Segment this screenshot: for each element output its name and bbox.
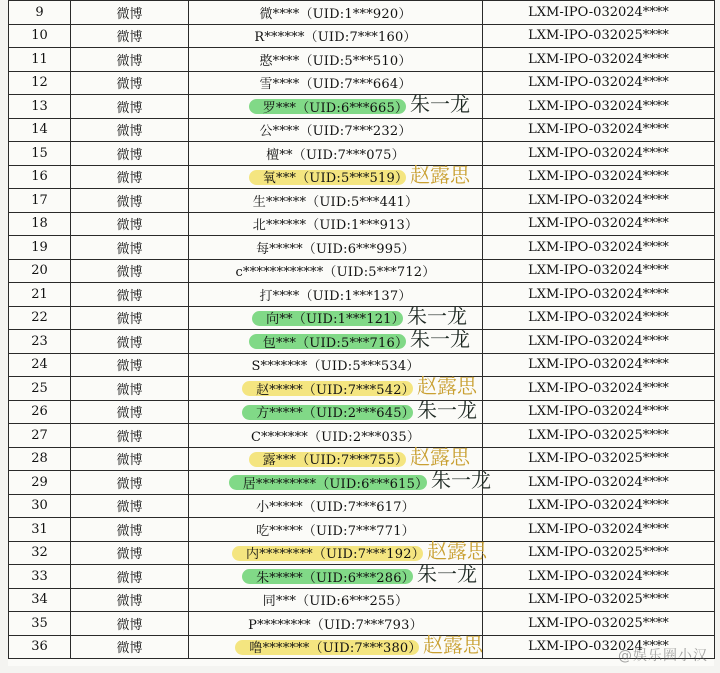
account-cell: [189, 142, 483, 166]
reference-code: LXM-IPO-032024****: [483, 635, 715, 659]
handwritten-note: 赵露思: [410, 444, 470, 469]
platform-cell: 微博: [71, 212, 189, 236]
reference-code: LXM-IPO-032024****: [483, 283, 715, 307]
platform-cell: 微博: [71, 424, 189, 448]
table-row: [9, 447, 715, 471]
platform-cell: 微博: [71, 236, 189, 260]
table-row: [9, 1, 715, 25]
table-row: [9, 494, 715, 518]
table-row: [9, 612, 715, 636]
table-row: [9, 212, 715, 236]
platform-cell: 微博: [71, 1, 189, 25]
handwritten-note: 赵露思: [427, 538, 487, 563]
table-row: [9, 306, 715, 330]
account-text: 北******（UID:1***913）: [252, 218, 419, 234]
table-row: [9, 330, 715, 354]
account-cell: [189, 374, 483, 401]
row-number: 33: [9, 565, 71, 589]
row-number: 24: [9, 353, 71, 377]
platform-cell: 微博: [71, 494, 189, 518]
account-text: 憨****（UID:5***510）: [259, 53, 412, 69]
account-cell: [189, 283, 483, 307]
account-cell: [189, 424, 483, 448]
account-text: 居*********（UID:6***615）: [242, 476, 429, 492]
account-cell: [189, 236, 483, 260]
platform-cell: 微博: [71, 189, 189, 213]
platform-cell: 微博: [71, 95, 189, 119]
platform-cell: 微博: [71, 471, 189, 495]
account-cell: [189, 632, 483, 659]
account-text: 微****（UID:1***920）: [259, 6, 412, 22]
account-text: 赵*****（UID:7***542）: [256, 382, 415, 398]
reference-code: LXM-IPO-032024****: [483, 95, 715, 119]
reference-code: LXM-IPO-032024****: [483, 565, 715, 589]
account-cell: [189, 1, 483, 25]
handwritten-note: 朱一龙: [410, 92, 470, 116]
account-text: 同***（UID:6***255）: [262, 594, 409, 610]
reference-code: LXM-IPO-032024****: [483, 236, 715, 260]
handwritten-note: 朱一龙: [417, 562, 477, 586]
table-row: [9, 353, 715, 377]
reference-code: LXM-IPO-032025****: [483, 447, 715, 471]
reference-code: LXM-IPO-032024****: [483, 189, 715, 213]
account-cell: [189, 518, 483, 542]
reference-code: LXM-IPO-032024****: [483, 471, 715, 495]
account-text: 内********（UID:7***192）: [246, 547, 425, 563]
row-number: 20: [9, 259, 71, 283]
table-row: [9, 189, 715, 213]
reference-code: LXM-IPO-032025****: [483, 24, 715, 48]
account-cell: [189, 588, 483, 612]
table-row: [9, 471, 715, 495]
reference-code: LXM-IPO-032024****: [483, 353, 715, 377]
account-cell: [189, 468, 491, 495]
row-number: 22: [9, 306, 71, 330]
row-number: 15: [9, 142, 71, 166]
account-text: S*******（UID:5***534）: [251, 359, 420, 375]
row-number: 16: [9, 165, 71, 189]
account-text: 吃*****（UID:7***771）: [256, 523, 415, 539]
table-row: [9, 95, 715, 119]
account-text: R******（UID:7***160）: [254, 30, 417, 46]
reference-code: LXM-IPO-032024****: [483, 259, 715, 283]
reference-code: LXM-IPO-032025****: [483, 588, 715, 612]
account-cell: [189, 118, 483, 142]
account-text: 向**（UID:1***121）: [266, 312, 405, 328]
account-text: 每*****（UID:6***995）: [256, 241, 415, 257]
platform-cell: 微博: [71, 541, 189, 565]
row-number: 13: [9, 95, 71, 119]
platform-cell: 微博: [71, 142, 189, 166]
table-row: [9, 118, 715, 142]
reference-code: LXM-IPO-032025****: [483, 612, 715, 636]
account-cell: [189, 538, 487, 565]
account-text: 朱*****（UID:6***286）: [256, 570, 415, 586]
account-cell: [189, 397, 483, 424]
reference-code: LXM-IPO-032024****: [483, 330, 715, 354]
records-table: [8, 0, 715, 659]
table-row: [9, 259, 715, 283]
reference-code: LXM-IPO-032024****: [483, 48, 715, 72]
account-cell: [189, 562, 483, 589]
account-text: C*******（UID:2***035）: [250, 429, 421, 445]
row-number: 18: [9, 212, 71, 236]
reference-code: LXM-IPO-032024****: [483, 400, 715, 424]
table-row: [9, 377, 715, 401]
account-cell: [189, 189, 483, 213]
table-row: [9, 24, 715, 48]
reference-code: LXM-IPO-032024****: [483, 118, 715, 142]
row-number: 9: [9, 1, 71, 25]
row-number: 19: [9, 236, 71, 260]
row-number: 36: [9, 635, 71, 659]
table-row: [9, 565, 715, 589]
reference-code: LXM-IPO-032024****: [483, 518, 715, 542]
account-cell: [189, 48, 483, 72]
watermark: @娱乐圈小汉: [618, 648, 708, 664]
platform-cell: 微博: [71, 259, 189, 283]
reference-code: LXM-IPO-032024****: [483, 71, 715, 95]
account-text: 罗***（UID:6***665）: [262, 100, 409, 116]
account-cell: [189, 303, 483, 330]
account-cell: [189, 24, 483, 48]
row-number: 17: [9, 189, 71, 213]
platform-cell: 微博: [71, 71, 189, 95]
table-row: [9, 635, 715, 659]
reference-code: LXM-IPO-032024****: [483, 212, 715, 236]
platform-cell: 微博: [71, 330, 189, 354]
account-text: 生******（UID:5***441）: [252, 194, 419, 210]
table-row: [9, 424, 715, 448]
reference-code: LXM-IPO-032024****: [483, 306, 715, 330]
platform-cell: 微博: [71, 48, 189, 72]
table-row: [9, 541, 715, 565]
table-row: [9, 71, 715, 95]
account-text: 露***（UID:7***755）: [262, 453, 409, 469]
row-number: 34: [9, 588, 71, 612]
table-row: [9, 165, 715, 189]
reference-code: LXM-IPO-032024****: [483, 1, 715, 25]
account-text: 噜*******（UID:7***380）: [249, 641, 422, 657]
row-number: 10: [9, 24, 71, 48]
account-cell: [189, 353, 483, 377]
platform-cell: 微博: [71, 283, 189, 307]
account-text: c************（UID:5***712）: [235, 265, 436, 281]
platform-cell: 微博: [71, 24, 189, 48]
platform-cell: 微博: [71, 400, 189, 424]
platform-cell: 微博: [71, 518, 189, 542]
handwritten-note: 赵露思: [410, 162, 470, 187]
account-text: 雪****（UID:7***664）: [259, 77, 412, 93]
row-number: 31: [9, 518, 71, 542]
table-row: [9, 588, 715, 612]
account-cell: [189, 259, 483, 283]
reference-code: LXM-IPO-032025****: [483, 541, 715, 565]
row-number: 21: [9, 283, 71, 307]
platform-cell: 微博: [71, 635, 189, 659]
row-number: 11: [9, 48, 71, 72]
account-text: P********（UID:7***793）: [248, 617, 423, 633]
account-text: 公****（UID:7***232）: [259, 124, 412, 140]
handwritten-note: 朱一龙: [431, 468, 491, 492]
reference-code: LXM-IPO-032025****: [483, 424, 715, 448]
account-text: 方*****（UID:2***645）: [256, 406, 415, 422]
row-number: 27: [9, 424, 71, 448]
platform-cell: 微博: [71, 165, 189, 189]
handwritten-note: 朱一龙: [407, 303, 467, 328]
account-cell: [189, 327, 483, 354]
row-number: 26: [9, 400, 71, 424]
row-number: 23: [9, 330, 71, 354]
platform-cell: 微博: [71, 306, 189, 330]
table-row: [9, 283, 715, 307]
platform-cell: 微博: [71, 118, 189, 142]
document-sheet: [8, 0, 714, 666]
account-text: 氧***（UID:5***519）: [262, 171, 409, 187]
row-number: 12: [9, 71, 71, 95]
row-number: 32: [9, 541, 71, 565]
row-number: 25: [9, 377, 71, 401]
table-row: [9, 142, 715, 166]
table-row: [9, 400, 715, 424]
row-number: 14: [9, 118, 71, 142]
row-number: 28: [9, 447, 71, 471]
platform-cell: 微博: [71, 353, 189, 377]
handwritten-note: 朱一龙: [410, 327, 470, 351]
reference-code: LXM-IPO-032024****: [483, 377, 715, 401]
handwritten-note: 赵露思: [417, 374, 477, 398]
account-cell: [189, 212, 483, 236]
account-text: 包***（UID:5***716）: [262, 335, 409, 351]
account-text: 檀**（UID:7***075）: [266, 147, 405, 163]
account-cell: [189, 162, 483, 189]
account-cell: [189, 612, 483, 636]
account-cell: [189, 92, 483, 119]
account-cell: [189, 71, 483, 95]
platform-cell: 微博: [71, 377, 189, 401]
platform-cell: 微博: [71, 565, 189, 589]
row-number: 30: [9, 494, 71, 518]
account-cell: [189, 444, 483, 471]
table-row: [9, 518, 715, 542]
handwritten-note: 朱一龙: [417, 397, 477, 422]
row-number: 35: [9, 612, 71, 636]
table-row: [9, 236, 715, 260]
row-number: 29: [9, 471, 71, 495]
table-row: [9, 48, 715, 72]
account-text: 小*****（UID:7***617）: [256, 500, 415, 516]
reference-code: LXM-IPO-032024****: [483, 494, 715, 518]
account-text: 打****（UID:1***137）: [259, 288, 412, 304]
records-table-body: [9, 1, 715, 659]
handwritten-note: 赵露思: [423, 632, 483, 657]
account-cell: [189, 494, 483, 518]
platform-cell: 微博: [71, 588, 189, 612]
platform-cell: 微博: [71, 612, 189, 636]
reference-code: LXM-IPO-032024****: [483, 142, 715, 166]
reference-code: LXM-IPO-032024****: [483, 165, 715, 189]
platform-cell: 微博: [71, 447, 189, 471]
